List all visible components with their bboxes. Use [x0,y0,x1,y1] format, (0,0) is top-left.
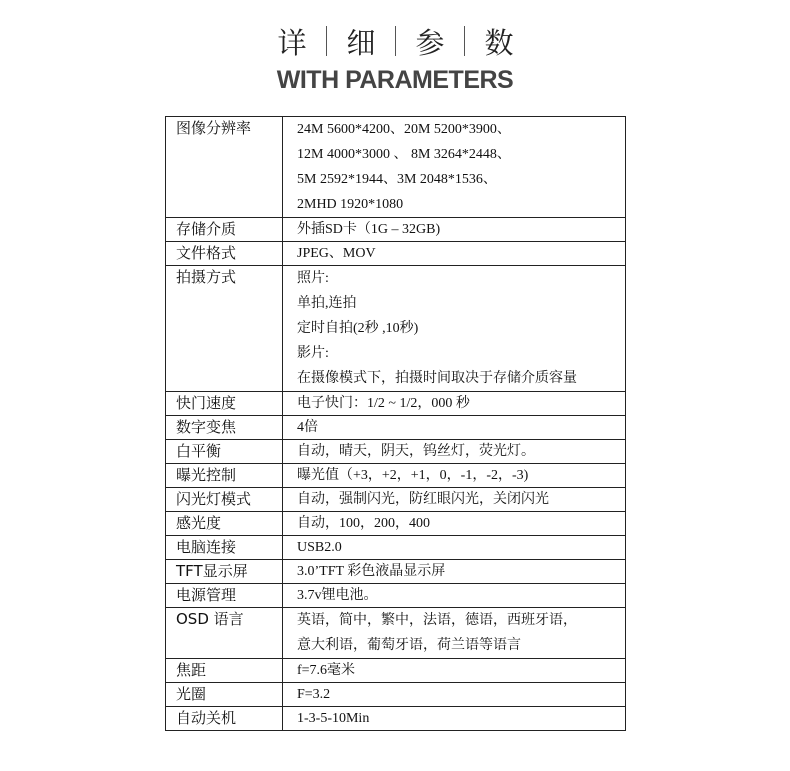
spec-value-line: F=3.2 [297,687,331,702]
spec-row [166,266,626,392]
spec-value-line: 5M 2592*1944、3M 2048*1536、 [297,172,497,187]
spec-value [283,440,626,464]
spec-row [166,464,626,488]
spec-value-line: 自动，100，200，400 [297,516,430,531]
spec-value [283,707,626,731]
spec-value-line: 2MHD 1920*1080 [297,197,404,212]
spec-value-line: 英语，简中，繁中，法语，德语，西班牙语， [297,613,577,628]
title-divider [395,26,396,56]
spec-value [283,218,626,242]
spec-value-line: 曝光值（+3，+2，+1，0，-1，-2，-3) [297,468,529,483]
spec-row [166,117,626,218]
spec-label: 白平衡 [166,440,283,464]
title-divider [326,26,327,56]
spec-value [283,416,626,440]
spec-value-line: 4倍 [297,420,318,435]
spec-value-line: 外插SD卡（1G – 32GB) [297,222,441,237]
spec-value-line: 3.0’TFT 彩色液晶显示屏 [297,564,446,579]
spec-value-line: 自动，强制闪光，防红眼闪光，关闭闪光 [297,492,549,507]
spec-value-line: 电子快门：1/2 ~ 1/2，000 秒 [297,396,470,411]
spec-value-line: 12M 4000*3000 、 8M 3264*2448、 [297,147,511,162]
spec-value [283,683,626,707]
page-title-chinese [0,20,790,62]
spec-label: 自动关机 [166,707,283,731]
page-subtitle: WITH PARAMETERS [276,66,514,94]
spec-label: 存储介质 [166,218,283,242]
spec-label: 闪光灯模式 [166,488,283,512]
spec-label: 电脑连接 [166,536,283,560]
title-char: 数 [484,25,514,60]
spec-label: 拍摄方式 [166,266,283,392]
spec-row [166,440,626,464]
spec-value [283,659,626,683]
spec-value [283,392,626,416]
spec-value-line: f=7.6毫米 [297,663,356,678]
spec-label: TFT显示屏 [166,560,283,584]
spec-row [166,659,626,683]
spec-value-line: 自动，晴天，阴天，钨丝灯，荧光灯。 [297,444,535,459]
spec-value [283,488,626,512]
spec-value-line: 意大利语，葡萄牙语，荷兰语等语言 [297,638,521,653]
spec-row [166,416,626,440]
page-header [0,20,790,95]
title-char: 细 [346,25,376,60]
spec-row [166,584,626,608]
title-divider [464,26,465,56]
spec-value [283,242,626,266]
spec-label: 快门速度 [166,392,283,416]
spec-value-line: 单拍,连拍 [297,296,357,311]
spec-value-line: 在摄像模式下，拍摄时间取决于存储介质容量 [297,371,577,386]
spec-row [166,536,626,560]
title-char: 参 [415,25,445,60]
spec-value [283,266,626,392]
spec-value-line: USB2.0 [297,540,342,555]
spec-row [166,608,626,659]
spec-label: 文件格式 [166,242,283,266]
spec-row [166,218,626,242]
spec-value [283,608,626,659]
title-char: 详 [277,25,307,60]
spec-row [166,512,626,536]
spec-row [166,392,626,416]
spec-label: 数字变焦 [166,416,283,440]
spec-value [283,117,626,218]
spec-row [166,707,626,731]
spec-label: 曝光控制 [166,464,283,488]
spec-row [166,242,626,266]
spec-table [165,116,626,731]
spec-row [166,683,626,707]
spec-value-line: 24M 5600*4200、20M 5200*3900、 [297,122,511,137]
spec-value-line: 照片: [297,271,329,286]
spec-label: 感光度 [166,512,283,536]
spec-label: OSD 语言 [166,608,283,659]
spec-row [166,488,626,512]
spec-value [283,512,626,536]
spec-row [166,560,626,584]
spec-label: 光圈 [166,683,283,707]
spec-value-line: 影片: [297,346,329,361]
spec-value [283,464,626,488]
spec-value-line: JPEG、MOV [297,246,376,261]
spec-label: 电源管理 [166,584,283,608]
spec-value [283,560,626,584]
spec-label: 图像分辨率 [166,117,283,218]
spec-value-line: 1-3-5-10Min [297,711,370,726]
spec-label: 焦距 [166,659,283,683]
spec-value-line: 3.7v锂电池。 [297,588,378,603]
spec-value [283,536,626,560]
spec-value-line: 定时自拍(2秒 ,10秒) [297,321,419,336]
spec-table-body [166,117,626,731]
spec-value [283,584,626,608]
